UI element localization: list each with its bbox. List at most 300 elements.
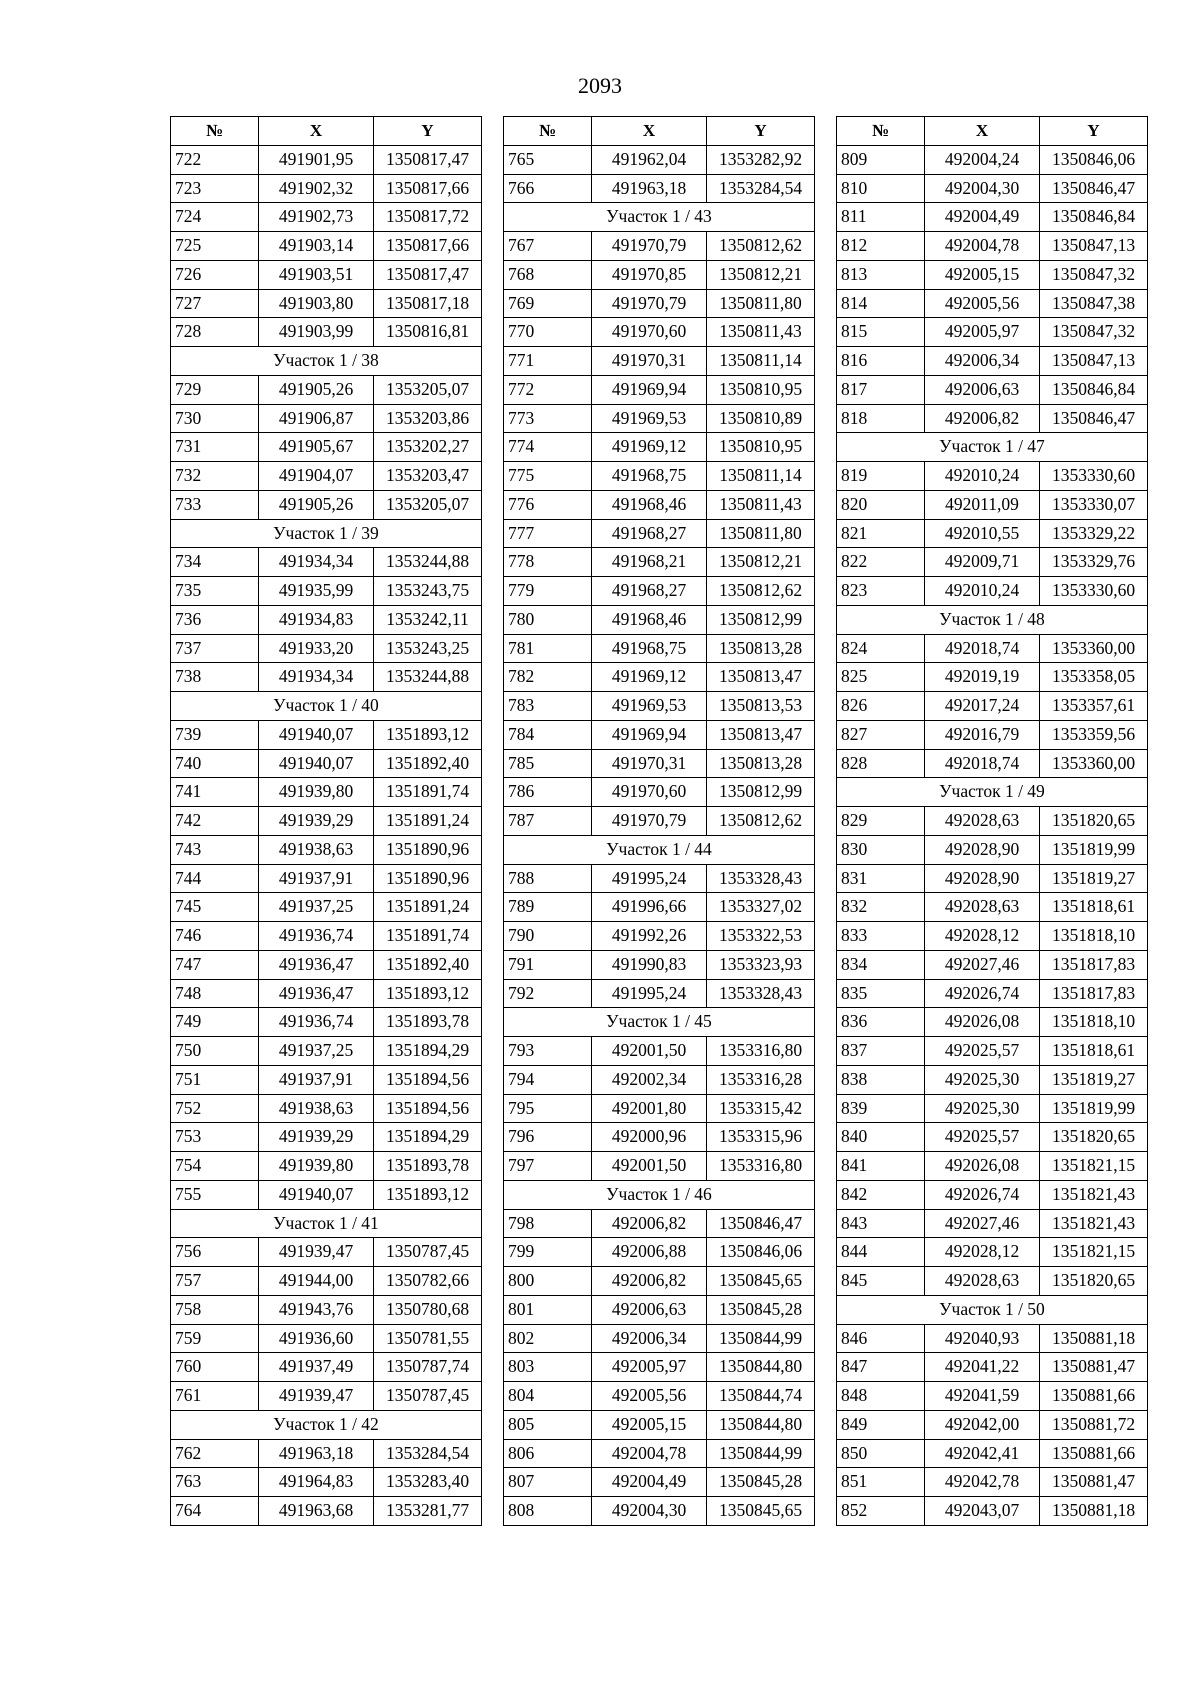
x-coordinate: 492005,97 <box>592 1353 707 1382</box>
y-coordinate: 1350811,80 <box>707 519 815 548</box>
x-coordinate: 491936,47 <box>259 979 374 1008</box>
y-coordinate: 1350781,55 <box>374 1324 482 1353</box>
table-row <box>837 1065 1148 1094</box>
table-row <box>837 1180 1148 1209</box>
table-row <box>171 260 482 289</box>
table-row <box>504 260 815 289</box>
x-coordinate: 492043,07 <box>925 1497 1040 1526</box>
table-row <box>171 1497 482 1526</box>
point-number: 750 <box>171 1037 259 1066</box>
y-coordinate: 1350844,99 <box>707 1324 815 1353</box>
y-coordinate: 1350787,74 <box>374 1353 482 1382</box>
y-coordinate: 1350844,80 <box>707 1410 815 1439</box>
table-row <box>171 922 482 951</box>
point-number: 753 <box>171 1123 259 1152</box>
x-coordinate: 492006,82 <box>592 1267 707 1296</box>
x-coordinate: 492004,24 <box>925 145 1040 174</box>
table-row <box>171 749 482 778</box>
table-row <box>171 778 482 807</box>
table-row <box>171 174 482 203</box>
point-number: 835 <box>837 979 925 1008</box>
point-number: 832 <box>837 893 925 922</box>
table-row <box>504 404 815 433</box>
point-number: 723 <box>171 174 259 203</box>
x-coordinate: 491905,67 <box>259 433 374 462</box>
x-coordinate: 491964,83 <box>259 1468 374 1497</box>
y-coordinate: 1350812,21 <box>707 260 815 289</box>
y-coordinate: 1351819,99 <box>1040 1094 1148 1123</box>
point-number: 777 <box>504 519 592 548</box>
y-coordinate: 1350813,28 <box>707 749 815 778</box>
y-coordinate: 1353283,40 <box>374 1468 482 1497</box>
table-row <box>171 1152 482 1181</box>
y-coordinate: 1351819,27 <box>1040 864 1148 893</box>
y-coordinate: 1353357,61 <box>1040 692 1148 721</box>
point-number: 809 <box>837 145 925 174</box>
section-row <box>504 1180 815 1209</box>
x-coordinate: 492027,46 <box>925 950 1040 979</box>
y-coordinate: 1351893,78 <box>374 1152 482 1181</box>
y-coordinate: 1353329,76 <box>1040 548 1148 577</box>
point-number: 740 <box>171 749 259 778</box>
section-title: Участок 1 / 40 <box>171 692 482 721</box>
y-coordinate: 1350817,18 <box>374 289 482 318</box>
point-number: 794 <box>504 1065 592 1094</box>
point-number: 826 <box>837 692 925 721</box>
y-coordinate: 1353330,60 <box>1040 577 1148 606</box>
x-coordinate: 491970,60 <box>592 318 707 347</box>
x-coordinate: 491936,74 <box>259 922 374 951</box>
y-coordinate: 1353316,80 <box>707 1037 815 1066</box>
point-number: 842 <box>837 1180 925 1209</box>
table-row <box>504 1094 815 1123</box>
table-row <box>171 864 482 893</box>
y-coordinate: 1350847,32 <box>1040 318 1148 347</box>
table-row <box>837 347 1148 376</box>
x-coordinate: 492010,24 <box>925 462 1040 491</box>
x-coordinate: 491969,53 <box>592 692 707 721</box>
table-row <box>171 1008 482 1037</box>
table-row <box>837 864 1148 893</box>
y-coordinate: 1353284,54 <box>707 174 815 203</box>
point-number: 722 <box>171 145 259 174</box>
point-number: 816 <box>837 347 925 376</box>
x-header: X <box>925 117 1040 146</box>
y-coordinate: 1350817,47 <box>374 145 482 174</box>
point-number: 730 <box>171 404 259 433</box>
point-number: 741 <box>171 778 259 807</box>
x-coordinate: 492026,08 <box>925 1008 1040 1037</box>
y-coordinate: 1351894,56 <box>374 1094 482 1123</box>
point-number: 834 <box>837 950 925 979</box>
table-row <box>837 893 1148 922</box>
number-header: № <box>837 117 925 146</box>
point-number: 758 <box>171 1295 259 1324</box>
table-row <box>504 548 815 577</box>
section-title: Участок 1 / 50 <box>837 1295 1148 1324</box>
y-coordinate: 1351891,24 <box>374 807 482 836</box>
section-title: Участок 1 / 41 <box>171 1209 482 1238</box>
table-row <box>504 778 815 807</box>
x-coordinate: 491970,79 <box>592 232 707 261</box>
y-coordinate: 1350846,84 <box>1040 375 1148 404</box>
table-row <box>837 1324 1148 1353</box>
y-coordinate: 1350811,14 <box>707 462 815 491</box>
table-row <box>837 1267 1148 1296</box>
table-row <box>837 232 1148 261</box>
y-coordinate: 1350811,80 <box>707 289 815 318</box>
table-row <box>837 1037 1148 1066</box>
point-number: 797 <box>504 1152 592 1181</box>
y-coordinate: 1351817,83 <box>1040 950 1148 979</box>
y-coordinate: 1353315,96 <box>707 1123 815 1152</box>
table-row <box>171 663 482 692</box>
section-row <box>171 1410 482 1439</box>
point-number: 764 <box>171 1497 259 1526</box>
y-coordinate: 1353281,77 <box>374 1497 482 1526</box>
y-coordinate: 1351819,27 <box>1040 1065 1148 1094</box>
x-coordinate: 492006,88 <box>592 1238 707 1267</box>
x-coordinate: 491963,18 <box>259 1439 374 1468</box>
x-coordinate: 492004,30 <box>592 1497 707 1526</box>
x-coordinate: 492006,82 <box>592 1209 707 1238</box>
x-coordinate: 492026,74 <box>925 1180 1040 1209</box>
x-coordinate: 491940,07 <box>259 720 374 749</box>
table-row <box>171 1382 482 1411</box>
section-title: Участок 1 / 39 <box>171 519 482 548</box>
y-coordinate: 1353360,00 <box>1040 634 1148 663</box>
point-number: 776 <box>504 490 592 519</box>
table-row <box>504 174 815 203</box>
point-number: 754 <box>171 1152 259 1181</box>
table-row <box>171 433 482 462</box>
table-row <box>504 634 815 663</box>
x-coordinate: 491970,60 <box>592 778 707 807</box>
y-coordinate: 1353316,80 <box>707 1152 815 1181</box>
y-coordinate: 1350816,81 <box>374 318 482 347</box>
section-title: Участок 1 / 42 <box>171 1410 482 1439</box>
y-header: Y <box>374 117 482 146</box>
table-row <box>171 605 482 634</box>
point-number: 845 <box>837 1267 925 1296</box>
y-coordinate: 1353243,75 <box>374 577 482 606</box>
table-row <box>171 289 482 318</box>
coordinates-table-3 <box>836 116 1148 1526</box>
table-row <box>837 1209 1148 1238</box>
x-coordinate: 492000,96 <box>592 1123 707 1152</box>
table-row <box>171 950 482 979</box>
table-row <box>171 1267 482 1296</box>
point-number: 778 <box>504 548 592 577</box>
point-number: 822 <box>837 548 925 577</box>
y-coordinate: 1350845,65 <box>707 1267 815 1296</box>
y-coordinate: 1350844,74 <box>707 1382 815 1411</box>
table-row <box>837 289 1148 318</box>
x-header: X <box>592 117 707 146</box>
x-coordinate: 491944,00 <box>259 1267 374 1296</box>
y-coordinate: 1353322,53 <box>707 922 815 951</box>
point-number: 781 <box>504 634 592 663</box>
x-coordinate: 492018,74 <box>925 749 1040 778</box>
point-number: 793 <box>504 1037 592 1066</box>
table-row <box>504 577 815 606</box>
y-coordinate: 1350846,84 <box>1040 203 1148 232</box>
y-coordinate: 1351893,78 <box>374 1008 482 1037</box>
x-coordinate: 492025,30 <box>925 1094 1040 1123</box>
x-coordinate: 492004,49 <box>925 203 1040 232</box>
point-number: 833 <box>837 922 925 951</box>
table-row <box>171 1065 482 1094</box>
point-number: 796 <box>504 1123 592 1152</box>
point-number: 737 <box>171 634 259 663</box>
table-row <box>504 318 815 347</box>
x-coordinate: 491963,68 <box>259 1497 374 1526</box>
table-row <box>171 548 482 577</box>
x-coordinate: 491940,07 <box>259 749 374 778</box>
y-coordinate: 1353244,88 <box>374 548 482 577</box>
table-row <box>837 663 1148 692</box>
y-coordinate: 1353282,92 <box>707 145 815 174</box>
table-row <box>837 1094 1148 1123</box>
point-number: 804 <box>504 1382 592 1411</box>
section-title: Участок 1 / 46 <box>504 1180 815 1209</box>
x-coordinate: 491969,94 <box>592 375 707 404</box>
point-number: 771 <box>504 347 592 376</box>
table-row <box>171 462 482 491</box>
x-coordinate: 492005,56 <box>592 1382 707 1411</box>
point-number: 782 <box>504 663 592 692</box>
x-coordinate: 492010,55 <box>925 519 1040 548</box>
table-row <box>171 1353 482 1382</box>
table-row <box>837 519 1148 548</box>
point-number: 847 <box>837 1353 925 1382</box>
y-coordinate: 1351891,74 <box>374 922 482 951</box>
point-number: 821 <box>837 519 925 548</box>
x-coordinate: 491938,63 <box>259 835 374 864</box>
x-coordinate: 492005,56 <box>925 289 1040 318</box>
x-coordinate: 491902,32 <box>259 174 374 203</box>
point-number: 818 <box>837 404 925 433</box>
x-coordinate: 491934,34 <box>259 663 374 692</box>
section-title: Участок 1 / 45 <box>504 1008 815 1037</box>
y-coordinate: 1353202,27 <box>374 433 482 462</box>
x-coordinate: 491968,27 <box>592 519 707 548</box>
x-coordinate: 491968,21 <box>592 548 707 577</box>
y-coordinate: 1350811,43 <box>707 318 815 347</box>
page-number: 2093 <box>578 73 622 98</box>
point-number: 823 <box>837 577 925 606</box>
table-row <box>171 835 482 864</box>
point-number: 824 <box>837 634 925 663</box>
x-coordinate: 491933,20 <box>259 634 374 663</box>
point-number: 769 <box>504 289 592 318</box>
x-coordinate: 491939,29 <box>259 807 374 836</box>
table-row <box>504 1267 815 1296</box>
table-row <box>837 692 1148 721</box>
y-coordinate: 1350817,66 <box>374 174 482 203</box>
y-coordinate: 1350810,95 <box>707 375 815 404</box>
point-number: 800 <box>504 1267 592 1296</box>
y-coordinate: 1350812,21 <box>707 548 815 577</box>
y-coordinate: 1353242,11 <box>374 605 482 634</box>
y-coordinate: 1351821,15 <box>1040 1152 1148 1181</box>
y-coordinate: 1353284,54 <box>374 1439 482 1468</box>
y-coordinate: 1350812,99 <box>707 778 815 807</box>
table-row <box>837 145 1148 174</box>
point-number: 756 <box>171 1238 259 1267</box>
y-coordinate: 1351817,83 <box>1040 979 1148 1008</box>
table-row <box>837 1439 1148 1468</box>
section-row <box>171 692 482 721</box>
x-coordinate: 491937,91 <box>259 864 374 893</box>
y-coordinate: 1350812,62 <box>707 577 815 606</box>
point-number: 751 <box>171 1065 259 1094</box>
point-number: 839 <box>837 1094 925 1123</box>
section-title: Участок 1 / 43 <box>504 203 815 232</box>
y-coordinate: 1350881,66 <box>1040 1382 1148 1411</box>
header-row <box>504 117 815 146</box>
point-number: 815 <box>837 318 925 347</box>
table-row <box>504 1353 815 1382</box>
y-coordinate: 1353330,07 <box>1040 490 1148 519</box>
y-coordinate: 1350817,66 <box>374 232 482 261</box>
point-number: 762 <box>171 1439 259 1468</box>
y-coordinate: 1350817,72 <box>374 203 482 232</box>
point-number: 759 <box>171 1324 259 1353</box>
point-number: 811 <box>837 203 925 232</box>
point-number: 727 <box>171 289 259 318</box>
table-row <box>837 979 1148 1008</box>
point-number: 779 <box>504 577 592 606</box>
x-coordinate: 491937,25 <box>259 893 374 922</box>
x-coordinate: 492006,34 <box>925 347 1040 376</box>
table-row <box>504 145 815 174</box>
y-coordinate: 1350810,95 <box>707 433 815 462</box>
x-coordinate: 491939,80 <box>259 1152 374 1181</box>
y-coordinate: 1350813,47 <box>707 720 815 749</box>
table-row <box>171 1238 482 1267</box>
x-coordinate: 492004,49 <box>592 1468 707 1497</box>
point-number: 799 <box>504 1238 592 1267</box>
coordinates-table-1 <box>170 116 482 1526</box>
point-number: 788 <box>504 864 592 893</box>
section-row <box>837 1295 1148 1324</box>
point-number: 735 <box>171 577 259 606</box>
number-header: № <box>504 117 592 146</box>
y-coordinate: 1350812,99 <box>707 605 815 634</box>
point-number: 726 <box>171 260 259 289</box>
table-row <box>504 1209 815 1238</box>
point-number: 748 <box>171 979 259 1008</box>
y-coordinate: 1350813,47 <box>707 663 815 692</box>
section-title: Участок 1 / 44 <box>504 835 815 864</box>
point-number: 747 <box>171 950 259 979</box>
point-number: 752 <box>171 1094 259 1123</box>
y-coordinate: 1350846,47 <box>707 1209 815 1238</box>
table-row <box>837 922 1148 951</box>
y-coordinate: 1350846,06 <box>1040 145 1148 174</box>
x-coordinate: 492016,79 <box>925 720 1040 749</box>
x-coordinate: 492028,63 <box>925 1267 1040 1296</box>
table-row <box>504 1439 815 1468</box>
table-row <box>171 1180 482 1209</box>
table-row <box>504 692 815 721</box>
y-coordinate: 1350846,47 <box>1040 174 1148 203</box>
point-number: 841 <box>837 1152 925 1181</box>
point-number: 808 <box>504 1497 592 1526</box>
y-coordinate: 1350812,62 <box>707 232 815 261</box>
x-coordinate: 491938,63 <box>259 1094 374 1123</box>
table-row <box>837 203 1148 232</box>
x-coordinate: 492025,30 <box>925 1065 1040 1094</box>
point-number: 745 <box>171 893 259 922</box>
table-row <box>504 1065 815 1094</box>
x-coordinate: 492027,46 <box>925 1209 1040 1238</box>
table-row <box>171 1439 482 1468</box>
y-coordinate: 1351820,65 <box>1040 1267 1148 1296</box>
point-number: 812 <box>837 232 925 261</box>
x-coordinate: 491969,53 <box>592 404 707 433</box>
table-row <box>171 1123 482 1152</box>
table-row <box>504 720 815 749</box>
y-coordinate: 1350881,18 <box>1040 1324 1148 1353</box>
point-number: 763 <box>171 1468 259 1497</box>
point-number: 791 <box>504 950 592 979</box>
x-coordinate: 491970,31 <box>592 749 707 778</box>
point-number: 790 <box>504 922 592 951</box>
point-number: 742 <box>171 807 259 836</box>
section-row <box>171 1209 482 1238</box>
table-row <box>171 893 482 922</box>
table-row <box>504 347 815 376</box>
y-coordinate: 1353329,22 <box>1040 519 1148 548</box>
y-coordinate: 1353205,07 <box>374 490 482 519</box>
table-row <box>837 634 1148 663</box>
y-coordinate: 1353205,07 <box>374 375 482 404</box>
table-row <box>837 1353 1148 1382</box>
y-coordinate: 1350817,47 <box>374 260 482 289</box>
point-number: 843 <box>837 1209 925 1238</box>
table-row <box>504 1152 815 1181</box>
table-row <box>171 634 482 663</box>
x-coordinate: 491905,26 <box>259 490 374 519</box>
x-coordinate: 491963,18 <box>592 174 707 203</box>
table-row <box>837 720 1148 749</box>
table-row <box>504 1037 815 1066</box>
y-coordinate: 1353244,88 <box>374 663 482 692</box>
x-coordinate: 491995,24 <box>592 979 707 1008</box>
point-number: 784 <box>504 720 592 749</box>
table-row <box>504 950 815 979</box>
point-number: 766 <box>504 174 592 203</box>
y-coordinate: 1353203,86 <box>374 404 482 433</box>
point-number: 852 <box>837 1497 925 1526</box>
x-coordinate: 492006,82 <box>925 404 1040 433</box>
x-coordinate: 491936,60 <box>259 1324 374 1353</box>
table-row <box>837 749 1148 778</box>
table-row <box>837 1382 1148 1411</box>
y-coordinate: 1350881,66 <box>1040 1439 1148 1468</box>
table-row <box>837 462 1148 491</box>
x-coordinate: 491904,07 <box>259 462 374 491</box>
x-coordinate: 492006,63 <box>592 1295 707 1324</box>
y-coordinate: 1350844,80 <box>707 1353 815 1382</box>
y-coordinate: 1350811,14 <box>707 347 815 376</box>
table-row <box>504 1497 815 1526</box>
x-coordinate: 492028,12 <box>925 922 1040 951</box>
table-row <box>504 663 815 692</box>
x-coordinate: 491902,73 <box>259 203 374 232</box>
